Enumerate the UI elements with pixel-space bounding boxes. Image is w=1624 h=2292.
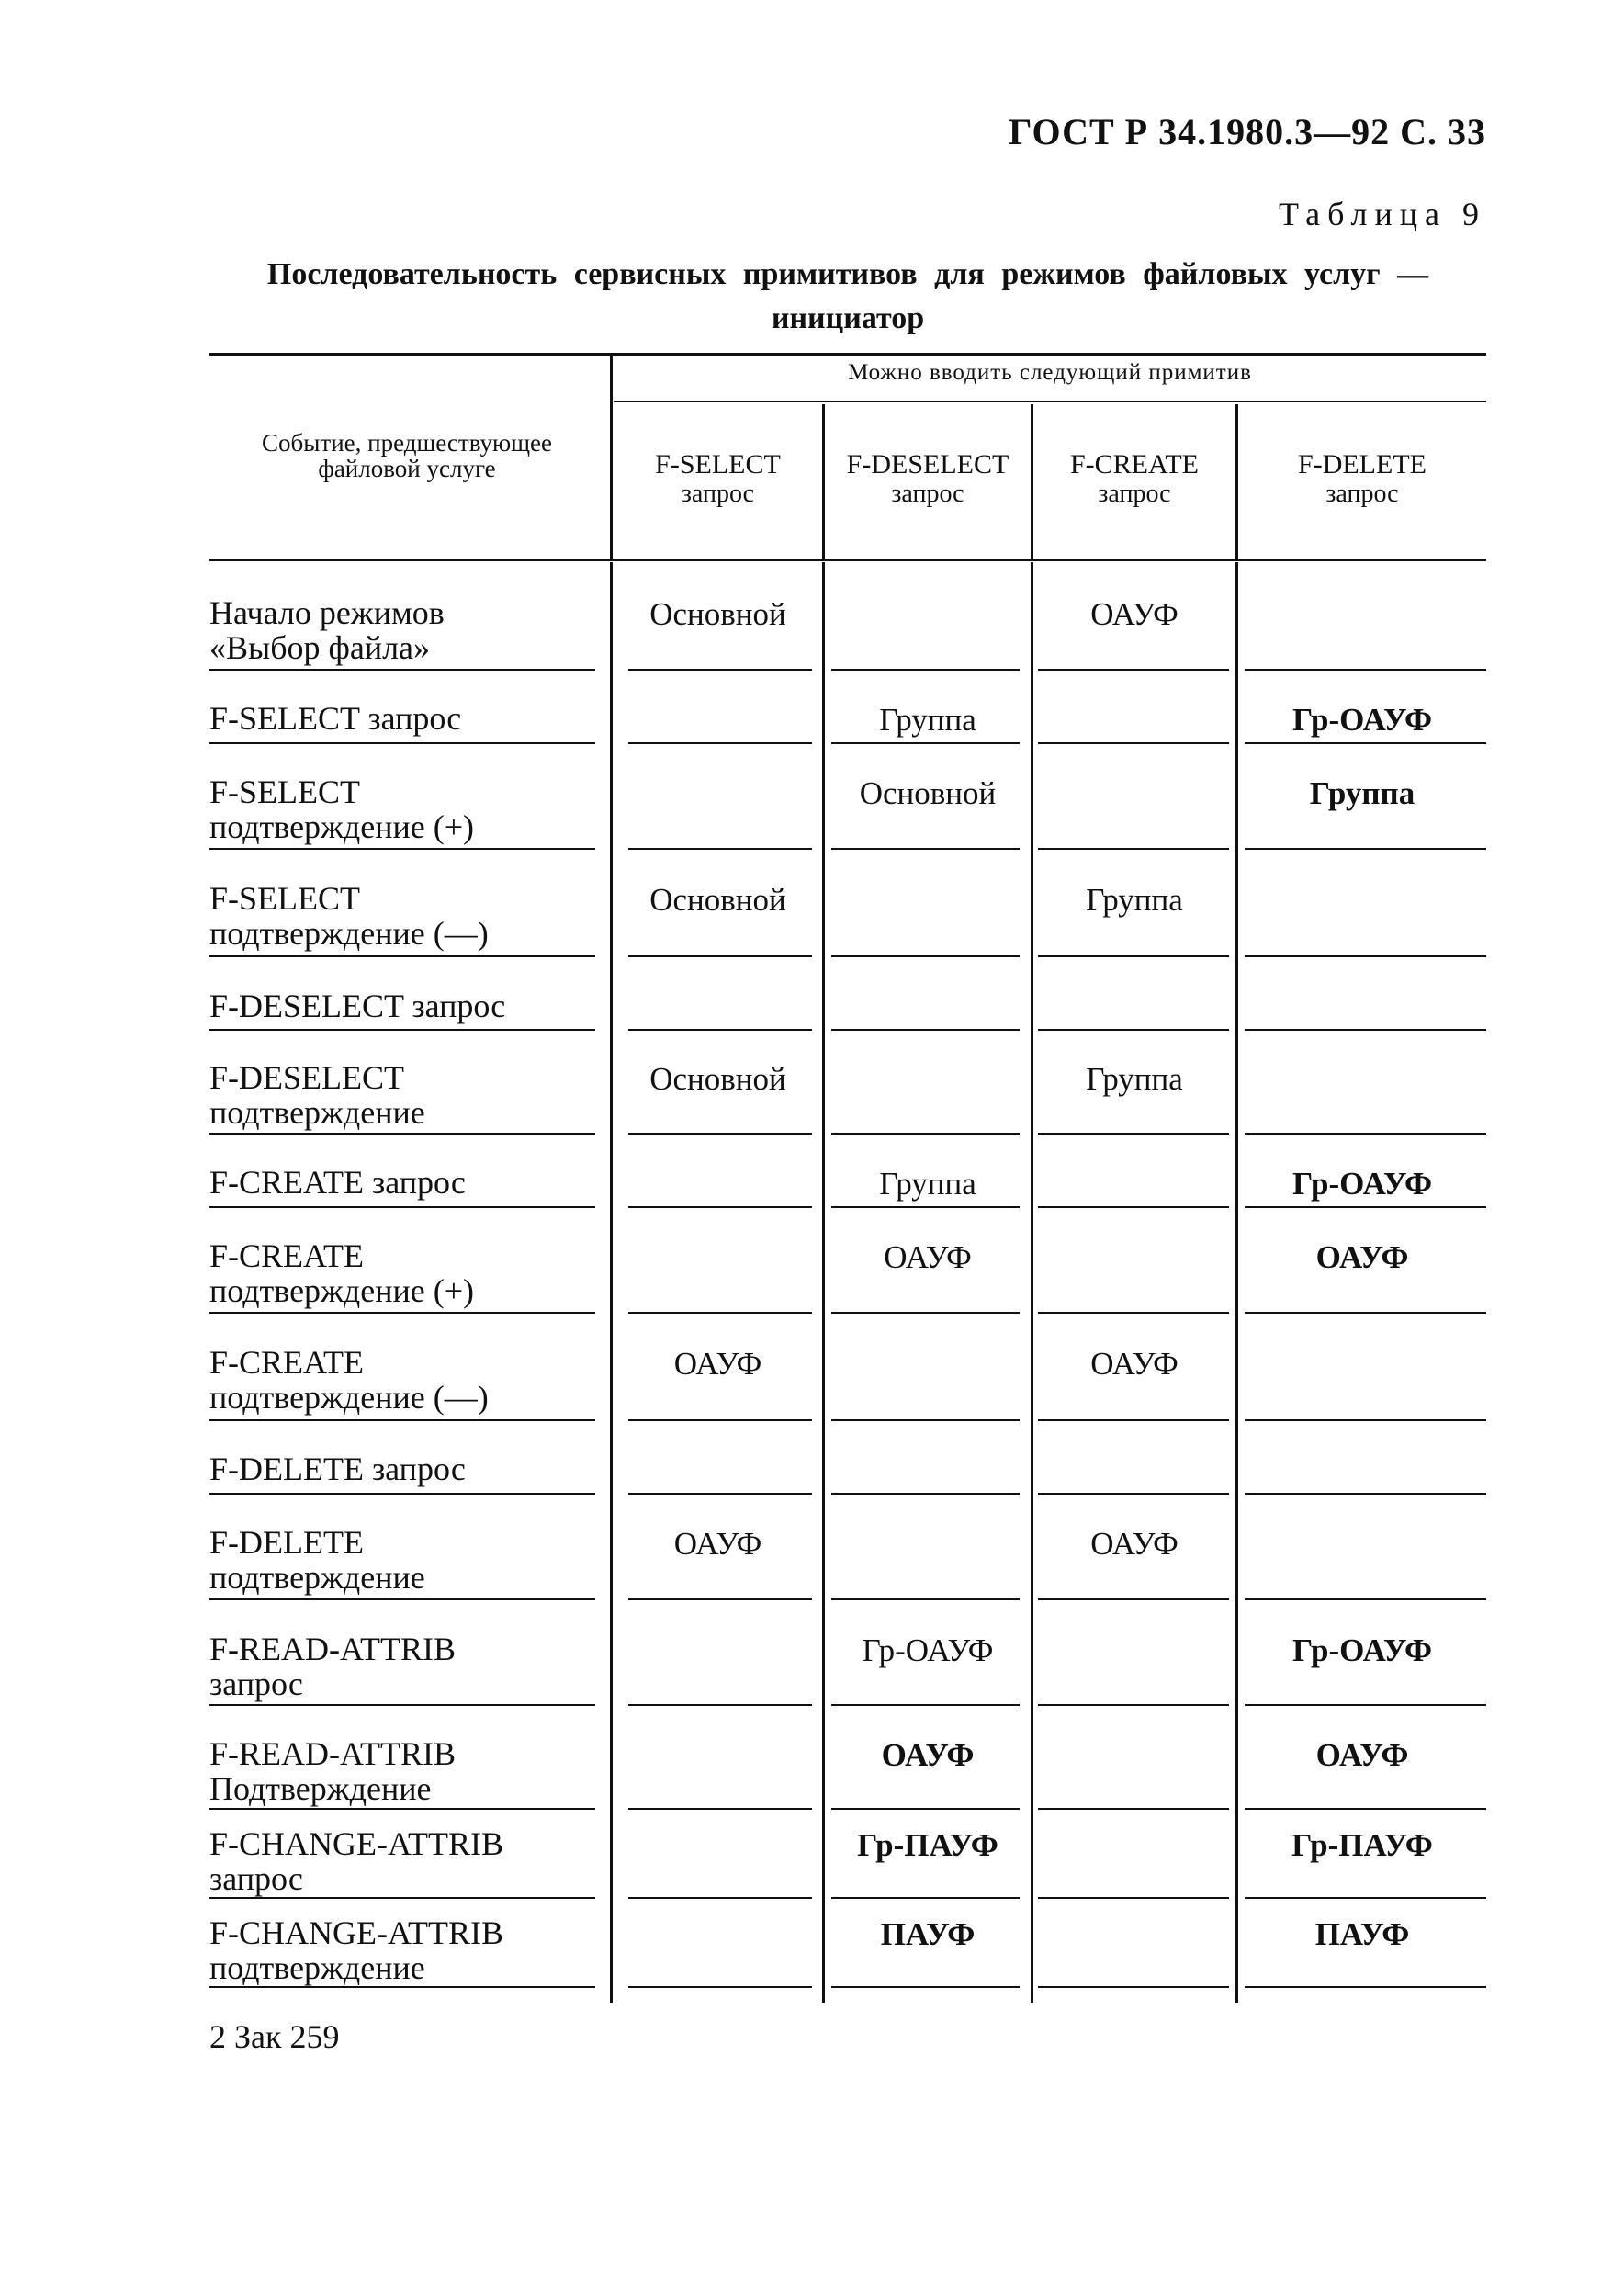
row-rule: [831, 1808, 1020, 1810]
event-line: F-CREATE запрос: [209, 1164, 466, 1201]
row-rule: [628, 1133, 812, 1135]
column-divider: [822, 562, 825, 2003]
row-rule: [831, 1704, 1020, 1706]
row-rule: [1245, 1419, 1486, 1421]
column-header-name: F-DELETE: [1298, 449, 1427, 480]
header-bottom-rule: [209, 559, 1486, 561]
event-cell: [209, 1060, 604, 1130]
row-rule: [831, 955, 1020, 957]
row-rule: [209, 1419, 595, 1421]
event-line: подтверждение (+): [209, 1272, 474, 1309]
column-divider: [1031, 562, 1033, 2003]
row-rule: [1038, 1704, 1229, 1706]
row-rule: [1245, 669, 1486, 671]
row-rule: [831, 1419, 1020, 1421]
row-rule: [209, 1206, 595, 1208]
row-rule: [831, 848, 1020, 850]
row-rule: [1038, 1986, 1229, 1988]
row-rule: [1038, 742, 1229, 744]
row-rule: [1245, 1808, 1486, 1810]
row-rule: [628, 1808, 812, 1810]
event-cell: [209, 1525, 604, 1595]
event-line: подтверждение (—): [209, 915, 489, 952]
event-cell: [209, 1451, 604, 1486]
row-rule: [1245, 1598, 1486, 1600]
column-header: [1238, 450, 1486, 509]
column-header-name: F-CREATE: [1069, 449, 1199, 480]
table-cell: ПАУФ: [880, 1916, 976, 1952]
table-cell: Гр-ОАУФ: [862, 1632, 994, 1668]
table-cell: ОАУФ: [1090, 1526, 1179, 1562]
table-cell: Гр-ПАУФ: [1291, 1827, 1433, 1863]
row-rule: [1245, 1206, 1486, 1208]
row-rule: [1245, 1897, 1486, 1899]
table-cell: Группа: [1309, 775, 1415, 811]
table-cell: Основной: [649, 882, 786, 918]
column-header-sub: запрос: [681, 480, 755, 508]
table-cell: ОАУФ: [1315, 1737, 1409, 1773]
row-rule: [209, 1897, 595, 1899]
table-cell: Гр-ОАУФ: [1291, 1632, 1432, 1668]
table-cell: Гр-ПАУФ: [857, 1827, 998, 1863]
table-top-rule: [209, 353, 1486, 356]
event-cell: [209, 1345, 604, 1415]
event-header: Событие, предшествующее файловой услуге: [262, 429, 552, 482]
event-line: F-READ-ATTRIB: [209, 1735, 456, 1772]
row-rule: [209, 1312, 595, 1314]
table-cell: Основной: [649, 596, 786, 632]
table-cell: ОАУФ: [673, 1346, 762, 1382]
event-line: F-CHANGE-ATTRIB: [209, 1914, 503, 1951]
row-rule: [628, 848, 812, 850]
row-rule: [209, 848, 595, 850]
row-rule: [1245, 955, 1486, 957]
event-line: F-READ-ATTRIB: [209, 1631, 456, 1667]
row-rule: [1245, 848, 1486, 850]
event-line: Подтверждение: [209, 1770, 432, 1807]
group-header-rule: [614, 401, 1486, 402]
row-rule: [1038, 1029, 1229, 1031]
row-rule: [209, 742, 595, 744]
row-rule: [1245, 1029, 1486, 1031]
row-rule: [1245, 742, 1486, 744]
event-line: запрос: [209, 1860, 303, 1897]
event-line: F-DELETE запрос: [209, 1451, 466, 1487]
column-divider: [1235, 562, 1238, 2003]
row-rule: [209, 1133, 595, 1135]
table-caption: Последовательность сервисных примитивов для режимов файловых услуг — инициатор: [266, 257, 1429, 335]
event-line: F-DESELECT: [209, 1059, 404, 1096]
event-line: подтверждение (+): [209, 808, 474, 845]
event-line: F-CREATE: [209, 1237, 365, 1274]
page-header: ГОСТ Р 34.1980.3—92 С. 33: [1009, 111, 1486, 152]
row-rule: [1245, 1493, 1486, 1495]
table-cell: Группа: [879, 702, 976, 738]
event-line: подтверждение: [209, 1094, 425, 1131]
table-cell: Гр-ОАУФ: [1291, 1166, 1432, 1202]
column-header-name: F-SELECT: [655, 449, 781, 480]
table-cell: ОАУФ: [1090, 1346, 1179, 1382]
event-cell: [209, 988, 604, 1023]
event-cell: [209, 774, 604, 844]
row-rule: [628, 669, 812, 671]
table-number: Таблица 9: [1279, 196, 1486, 232]
event-cell: [209, 701, 604, 736]
event-line: «Выбор файла»: [209, 629, 431, 666]
event-line: F-SELECT запрос: [209, 700, 462, 737]
row-rule: [209, 955, 595, 957]
event-line: F-CHANGE-ATTRIB: [209, 1825, 503, 1862]
table-cell: Основной: [859, 775, 997, 811]
table-cell: ОАУФ: [884, 1239, 972, 1275]
row-rule: [1038, 1133, 1229, 1135]
row-rule: [628, 955, 812, 957]
row-rule: [831, 1133, 1020, 1135]
row-rule: [831, 1897, 1020, 1899]
row-rule: [628, 1704, 812, 1706]
header-divider-event: [610, 356, 613, 559]
row-rule: [628, 1206, 812, 1208]
event-cell: [209, 881, 604, 951]
row-rule: [628, 1312, 812, 1314]
table-cell: ПАУФ: [1314, 1916, 1410, 1952]
row-rule: [831, 1312, 1020, 1314]
row-rule: [628, 1029, 812, 1031]
row-rule: [1038, 1598, 1229, 1600]
column-header-sub: запрос: [1098, 480, 1171, 508]
row-rule: [209, 1704, 595, 1706]
event-line: Начало режимов: [209, 594, 445, 631]
table-cell: ОАУФ: [881, 1737, 975, 1773]
event-line: F-CREATE: [209, 1344, 365, 1381]
row-rule: [1038, 1419, 1229, 1421]
event-line: подтверждение: [209, 1559, 425, 1596]
table-cell: Основной: [649, 1061, 786, 1097]
row-rule: [1038, 1312, 1229, 1314]
event-line: подтверждение: [209, 1949, 425, 1986]
table-cell: ОАУФ: [1090, 596, 1179, 632]
event-cell: [209, 1736, 604, 1806]
event-line: F-DESELECT запрос: [209, 988, 506, 1024]
row-rule: [1038, 1808, 1229, 1810]
row-rule: [831, 1029, 1020, 1031]
table-cell: Группа: [879, 1166, 976, 1202]
row-rule: [1038, 669, 1229, 671]
column-header-sub: запрос: [1325, 480, 1399, 508]
column-divider: [610, 562, 613, 2003]
row-rule: [1245, 1986, 1486, 1988]
group-header: Можно вводить следующий примитив: [848, 360, 1252, 385]
row-rule: [628, 742, 812, 744]
row-rule: [1245, 1312, 1486, 1314]
column-header-sub: запрос: [891, 480, 964, 508]
row-rule: [628, 1419, 812, 1421]
row-rule: [831, 1493, 1020, 1495]
page-footer: 2 Зак 259: [209, 2018, 340, 2055]
event-cell: [209, 1238, 604, 1308]
table-cell: Группа: [1086, 1061, 1183, 1097]
table-cell: Гр-ОАУФ: [1291, 702, 1432, 738]
table-cell: ОАУФ: [673, 1526, 762, 1562]
row-rule: [1038, 1206, 1229, 1208]
row-rule: [628, 1897, 812, 1899]
row-rule: [1038, 1493, 1229, 1495]
row-rule: [628, 1598, 812, 1600]
row-rule: [209, 1598, 595, 1600]
event-line: F-DELETE: [209, 1524, 364, 1561]
event-line: F-SELECT: [209, 773, 361, 810]
event-line: запрос: [209, 1665, 303, 1702]
event-line: подтверждение (—): [209, 1379, 489, 1416]
row-rule: [1038, 848, 1229, 850]
event-cell: [209, 1165, 604, 1200]
event-line: F-SELECT: [209, 880, 361, 917]
row-rule: [209, 669, 595, 671]
row-rule: [209, 1808, 595, 1810]
row-rule: [831, 1206, 1020, 1208]
table-cell: ОАУФ: [1315, 1239, 1409, 1275]
row-rule: [1245, 1133, 1486, 1135]
row-rule: [831, 1986, 1020, 1988]
row-rule: [628, 1493, 812, 1495]
row-rule: [628, 1986, 812, 1988]
row-rule: [831, 742, 1020, 744]
column-header: [1033, 450, 1235, 509]
row-rule: [1038, 1897, 1229, 1899]
event-cell: [209, 1631, 604, 1701]
row-rule: [1245, 1704, 1486, 1706]
row-rule: [209, 1986, 595, 1988]
row-rule: [831, 669, 1020, 671]
event-cell: [209, 1915, 604, 1985]
column-header: [614, 450, 822, 509]
row-rule: [209, 1493, 595, 1495]
row-rule: [1038, 955, 1229, 957]
row-rule: [209, 1029, 595, 1031]
column-header: [825, 450, 1031, 509]
event-cell: [209, 595, 604, 665]
event-cell: [209, 1826, 604, 1896]
row-rule: [831, 1598, 1020, 1600]
column-header-name: F-DESELECT: [846, 449, 1009, 480]
table-cell: Группа: [1086, 882, 1183, 918]
